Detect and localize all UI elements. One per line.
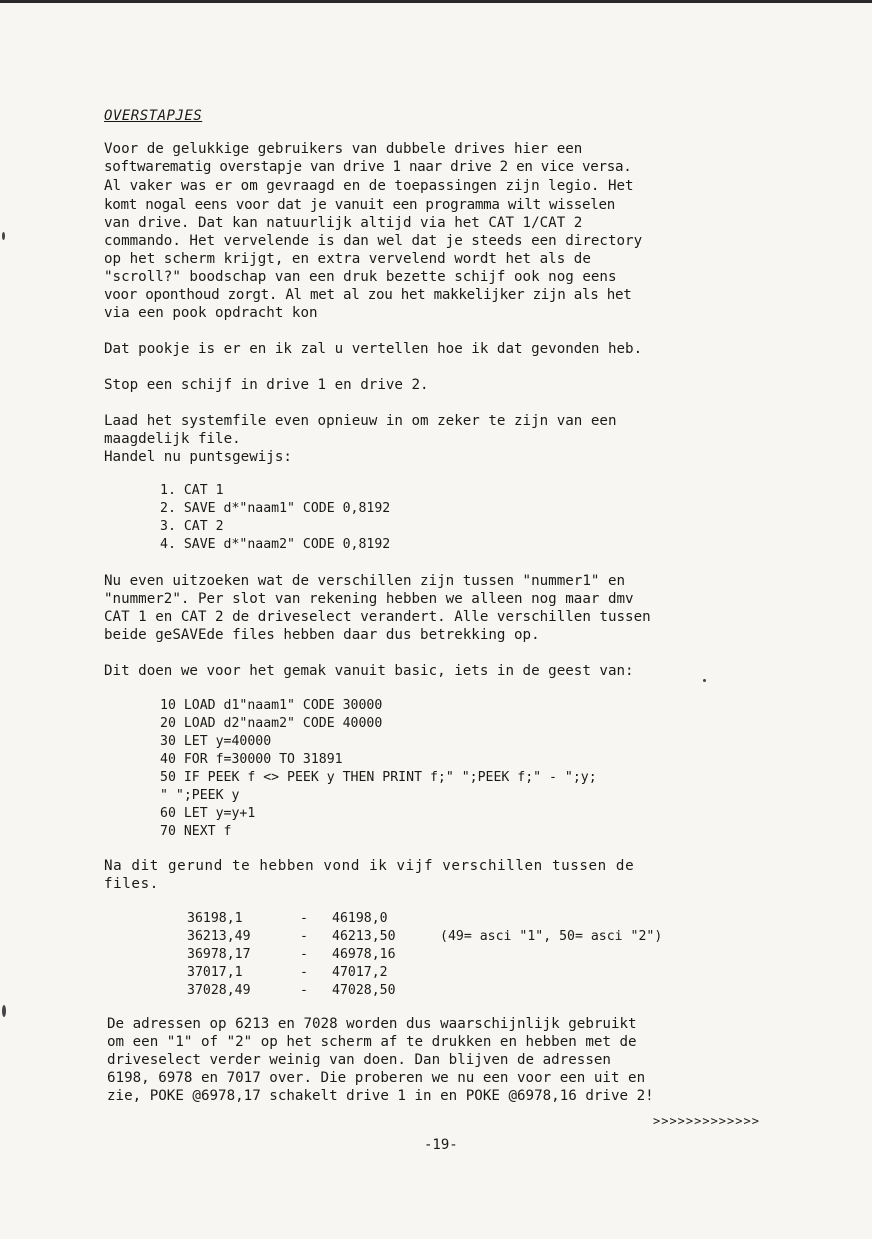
text-line: commando. Het vervelende is dan wel dat je steeds een directory — [104, 233, 643, 249]
program-line: " ";PEEK y — [160, 788, 240, 803]
text-line: De adressen op 6213 en 7028 worden dus waarschijnlijk gebruikt — [107, 1016, 637, 1032]
text-line: op het scherm krijgt, en extra vervelend wordt het als de — [104, 251, 591, 267]
list-item: 1. CAT 1 — [160, 483, 224, 498]
text-line: CAT 1 en CAT 2 de driveselect verandert. Alle verschillen tussen — [104, 609, 651, 625]
text-line: softwarematig overstapje van drive 1 naar drive 2 en vice versa. — [104, 159, 632, 175]
basic-intro-paragraph: Dit doen we voor het gemak vanuit basic, iets in de geest van: — [104, 663, 634, 679]
program-line: 50 IF PEEK f <> PEEK y THEN PRINT f;" ";PEEK f;" - ";y; — [160, 770, 597, 785]
table-cell-dash: - — [300, 983, 308, 998]
top-border-line — [0, 0, 872, 3]
table-cell-right: 46213,50 — [332, 929, 396, 944]
scan-speck — [2, 1005, 6, 1017]
table-cell-note: (49= asci "1", 50= asci "2") — [440, 929, 663, 944]
text-line: Nu even uitzoeken wat de verschillen zijn tussen "nummer1" en — [104, 573, 626, 589]
table-cell-dash: - — [300, 947, 308, 962]
list-item: 2. SAVE d*"naam1" CODE 0,8192 — [160, 501, 391, 516]
pookje-paragraph: Dat pookje is er en ik zal u vertellen hoe ik dat gevonden heb. — [104, 341, 643, 357]
table-cell-right: 47017,2 — [332, 965, 388, 980]
list-item: 3. CAT 2 — [160, 519, 224, 534]
program-line: 60 LET y=y+1 — [160, 806, 256, 821]
text-line: zie, POKE @6978,17 schakelt drive 1 in en POKE @6978,16 drive 2! — [107, 1088, 654, 1104]
table-cell-left: 36213,49 — [187, 929, 251, 944]
list-item: 4. SAVE d*"naam2" CODE 0,8192 — [160, 537, 391, 552]
text-line: Al vaker was er om gevraagd en de toepassingen zijn legio. Het — [104, 178, 634, 194]
page-heading: OVERSTAPJES — [104, 108, 203, 124]
table-cell-right: 46978,16 — [332, 947, 396, 962]
text-line: Voor de gelukkige gebruikers van dubbele drives hier een — [104, 141, 583, 157]
text-line: van drive. Dat kan natuurlijk altijd via het CAT 1/CAT 2 — [104, 215, 583, 231]
insert-disk-paragraph: Stop een schijf in drive 1 en drive 2. — [104, 377, 429, 393]
table-cell-dash: - — [300, 965, 308, 980]
program-line: 30 LET y=40000 — [160, 734, 272, 749]
text-line: Laad het systemfile even opnieuw in om zeker te zijn van een — [104, 413, 617, 429]
text-line: beide geSAVEde files hebben daar dus betrekking op. — [104, 627, 540, 643]
program-line: 40 FOR f=30000 TO 31891 — [160, 752, 343, 767]
text-line: via een pook opdracht kon — [104, 305, 318, 321]
scan-speck — [703, 679, 706, 682]
text-line: om een "1" of "2" op het scherm af te drukken en hebben met de — [107, 1034, 637, 1050]
program-line: 10 LOAD d1"naam1" CODE 30000 — [160, 698, 383, 713]
text-line: Handel nu puntsgewijs: — [104, 449, 292, 465]
text-line: "nummer2". Per slot van rekening hebben we alleen nog maar dmv — [104, 591, 634, 607]
text-line: maagdelijk file. — [104, 431, 241, 447]
text-line: 6198, 6978 en 7017 over. Die proberen we nu een voor een uit en — [107, 1070, 646, 1086]
table-cell-left: 37028,49 — [187, 983, 251, 998]
program-line: 70 NEXT f — [160, 824, 232, 839]
table-cell-left: 37017,1 — [187, 965, 243, 980]
table-cell-dash: - — [300, 911, 308, 926]
page-number: -19- — [424, 1137, 458, 1153]
table-cell-left: 36978,17 — [187, 947, 251, 962]
text-line: voor oponthoud zorgt. Al met al zou het makkelijker zijn als het — [104, 287, 632, 303]
text-line: files. — [104, 876, 159, 892]
table-cell-dash: - — [300, 929, 308, 944]
program-line: 20 LOAD d2"naam2" CODE 40000 — [160, 716, 383, 731]
continue-marker: >>>>>>>>>>>>> — [653, 1114, 760, 1128]
text-line: "scroll?" boodschap van een druk bezette schijf ook nog eens — [104, 269, 617, 285]
scan-speck — [2, 232, 5, 240]
table-cell-right: 47028,50 — [332, 983, 396, 998]
table-cell-right: 46198,0 — [332, 911, 388, 926]
text-line: komt nogal eens voor dat je vanuit een programma wilt wisselen — [104, 197, 615, 213]
table-cell-left: 36198,1 — [187, 911, 243, 926]
text-line: Na dit gerund te hebben vond ik vijf verschillen tussen de — [104, 858, 635, 874]
text-line: driveselect verder weinig van doen. Dan blijven de adressen — [107, 1052, 611, 1068]
